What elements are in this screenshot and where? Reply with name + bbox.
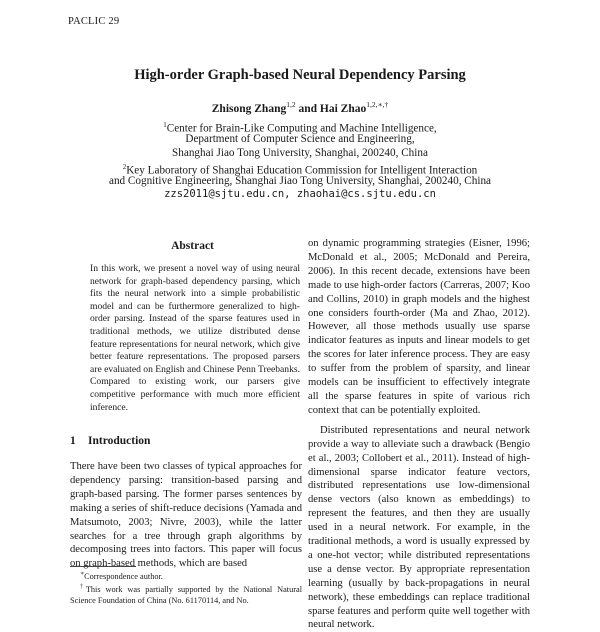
footnote-divider (70, 566, 136, 567)
affiliation-line: Department of Computer Science and Engineering, (185, 133, 415, 145)
author-conjunction: and (295, 102, 320, 115)
affiliation-mark: 2 (122, 163, 127, 171)
author-line (0, 100, 600, 115)
affiliation-text: Center for Brain-Like Computing and Machine Intelligence, (166, 122, 437, 135)
section-number: 1 (70, 435, 76, 447)
introduction-text: There have been two classes of typical approaches for dependency parsing: transition-based parsing and graph-based parsing. The former parses sentences by making a series of shift-reduce decisions (Yamada and Matsumoto, 2003; Nivre, 2003), while the latter searches for a tree through graph algorithms by decomposing trees into factors. This paper will focus on graph-based methods, which are based (70, 461, 302, 570)
abstract-text: In this work, we present a novel way of using neural network for graph-based dependency parsing, which fits the neural network into a simple probabilistic model and can be furthermore generalized to high-order parsing. Instead of the sparse features used in traditional methods, we utilize distributed dense feature representations for neural network, which give better feature representations. The proposed parsers are evaluated on English and Chinese Penn Treebanks. Compared to existing work, our parsers give competitive performance with much more efficient inference. (90, 263, 300, 413)
affiliation-text: Key Laboratory of Shanghai Education Commission for Intelligent Interaction (126, 164, 478, 177)
footnote (70, 582, 302, 606)
abstract-heading: Abstract (171, 240, 214, 252)
author-emails: zzs2011@sjtu.edu.cn, zhaohai@cs.sjtu.edu.cn (164, 188, 436, 200)
section-title: Introduction (88, 435, 151, 447)
footnote-text: Correspondence author. (84, 571, 163, 581)
footnotes (70, 569, 302, 606)
affiliation-line: Shanghai Jiao Tong University, Shanghai, 200240, China (172, 147, 428, 159)
paragraph: on dynamic programming strategies (Eisner, 1996; McDonald et al., 2005; McDonald and Pereira, 2006). In this recent decade, extensions have been made to use high-order factors (Carreras, 2007; Koo and Collins, 2010) in graph models and the highest one considers fourth-order (Ma and Zhao, 2012). However, all those methods usually use sparse indicator features as inputs and linear models to get the scores for later inference process. They are easy to suffer from the problem of sparsity, and linear models can be insufficient to effectively integrate all the sparse features in spite of various rich context that can be potentially exploited. (308, 238, 530, 416)
affiliation-line: and Cognitive Engineering, Shanghai Jiao Tong University, Shanghai, 200240, China (108, 175, 492, 187)
conference-header: PACLIC 29 (68, 16, 120, 27)
author-name: Zhisong Zhang (211, 102, 287, 115)
footnote-mark: ∗ (80, 571, 85, 577)
paragraph: Distributed representations and neural network provide a way to alleviate such a drawback (Bengio et al., 2003; Collobert et al., 2011). Instead of high-dimensional sparse indicator feature vectors, distributed representations use low-dimensional dense vectors (also known as embeddings) to represent the features, and then they are usually used in a neural network. For example, in the traditional methods, a word is usually expressed by a one-hot vector; while distributed representations use a dense vector. By appropriate representation learning (usually by back-propagations in neural network), these embeddings can replace traditional sparse features and perform quite well together with neural network. (308, 424, 530, 631)
author-name: Hai Zhao (319, 102, 367, 115)
footnote-mark: † (80, 583, 86, 590)
author-affiliation-mark: 1,2 (286, 100, 296, 109)
footnote-text: This work was partially supported by the National Natural Science Foundation of China (No. 61170114, and No. (70, 584, 302, 605)
right-column (308, 237, 530, 632)
author-affiliation-mark: 1,2,∗,† (366, 100, 389, 109)
affiliation-mark: 1 (163, 121, 167, 129)
footnote (70, 569, 302, 582)
paper-title: High-order Graph-based Neural Dependency Parsing (134, 67, 466, 83)
section-heading (70, 435, 150, 447)
